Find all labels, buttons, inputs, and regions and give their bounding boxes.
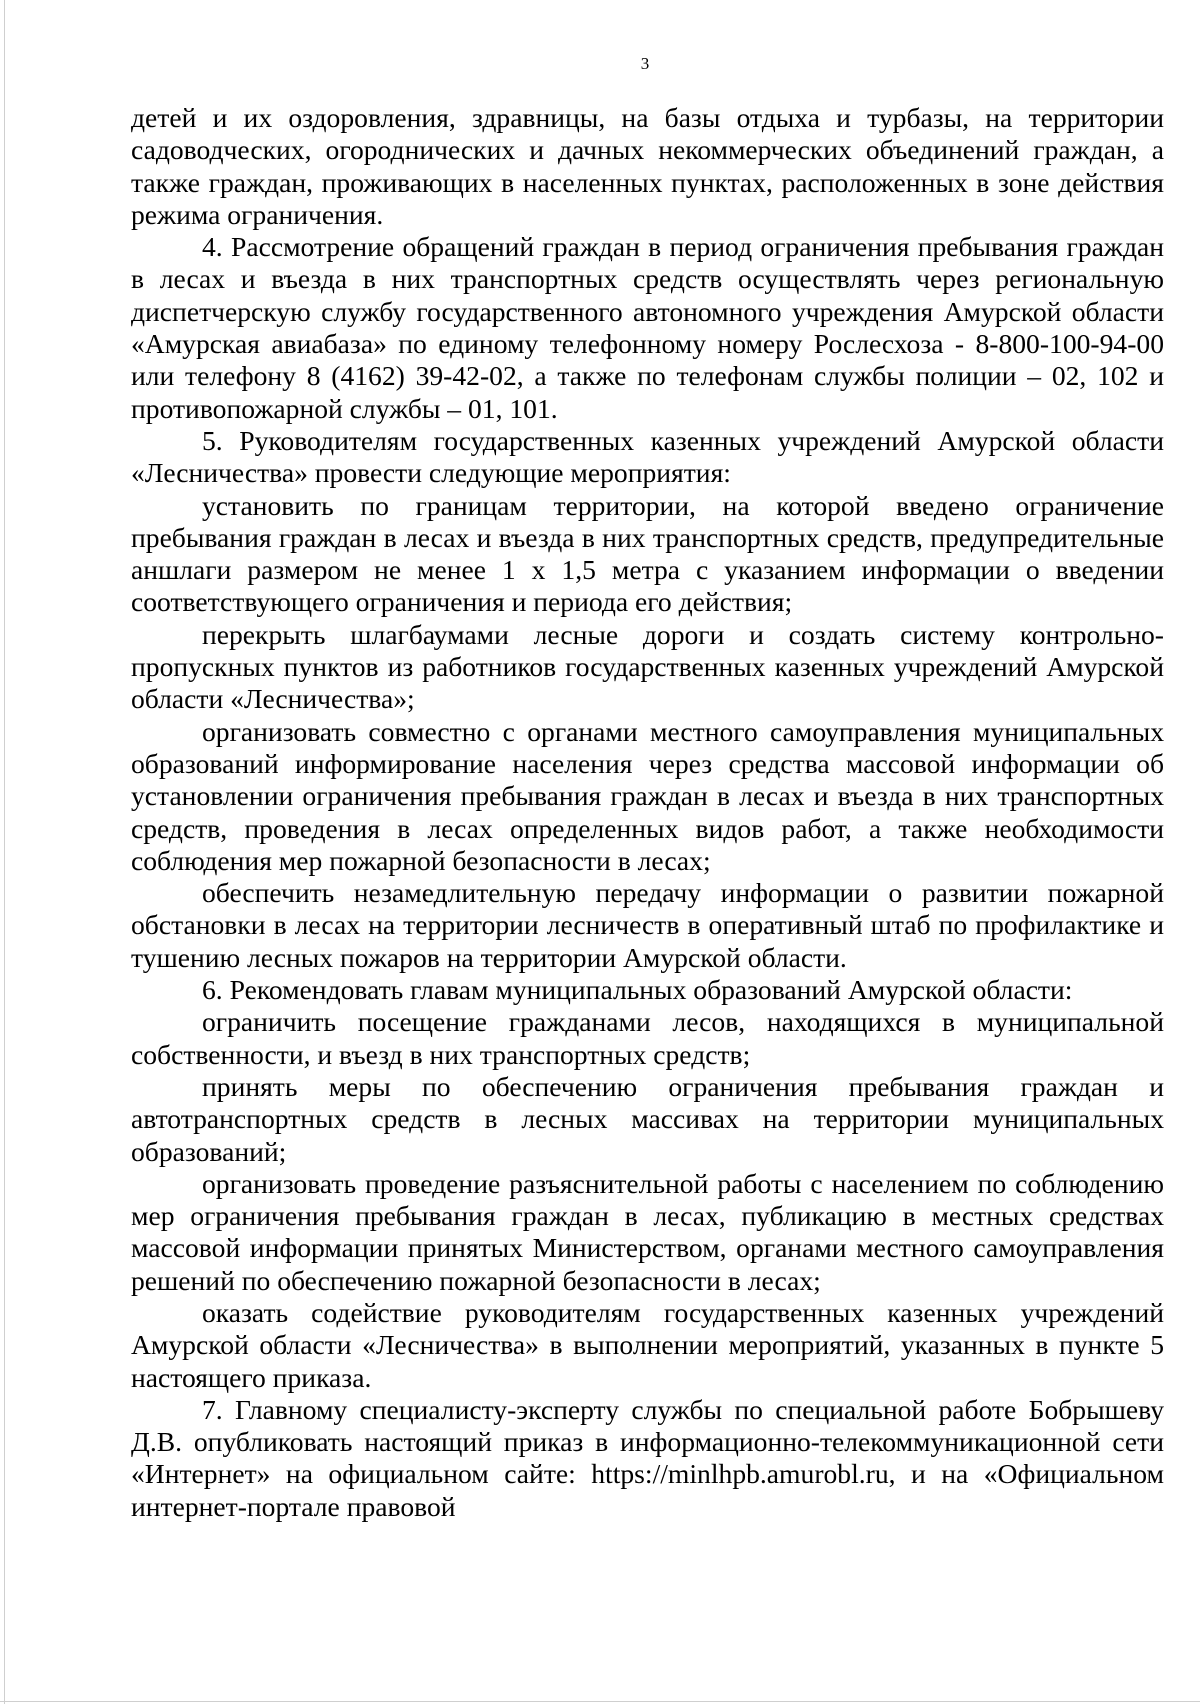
document-body — [131, 102, 1164, 1523]
paragraph-item-5: 5. Руководителям государственных казенных учреждений Амурской области «Лесничества» провести следующие мероприятия: — [131, 424, 1164, 489]
paragraph-item-6-assist: оказать содействие руководителям государственных казенных учреждений Амурской области «Лесничества» в выполнении мероприятий, указанных в пункте 5 настоящего приказа. — [131, 1296, 1164, 1393]
paragraph-item-5-signs: установить по границам территории, на которой введено ограничение пребывания граждан в лесах и въезда в них транспортных средств, предупредительные аншлаги размером не менее 1 х 1,5 метра с указанием информации о введении соответствующего ограничения и периода его действия; — [131, 489, 1164, 618]
paragraph-item-6-outreach: организовать проведение разъяснительной работы с населением по соблюдению мер ограничения пребывания граждан в лесах, публикацию в местных средствах массовой информации принятых Министерством, органами местного самоуправления решений по обеспечению пожарной безопасности в лесах; — [131, 1167, 1164, 1296]
paragraph-item-7: 7. Главному специалисту-эксперту службы по специальной работе Бобрышеву Д.В. опубликовать настоящий приказ в информационно-телекоммуникационной сети «Интернет» на официальном сайте: https://minlhpb.amurobl.ru, и на «Официальном интернет-портале правовой — [131, 1393, 1164, 1522]
paragraph-item-5-fire-info: обеспечить незамедлительную передачу информации о развитии пожарной обстановки в лесах на территории лесничеств в оперативный штаб по профилактике и тушению лесных пожаров на территории Амурской области. — [131, 877, 1164, 973]
paragraph-item-6-restrict: ограничить посещение гражданами лесов, находящихся в муниципальной собственности, и въезд в них транспортных средств; — [131, 1006, 1164, 1070]
paragraph-continuation: детей и их оздоровления, здравницы, на базы отдыха и турбазы, на территории садоводческих, огороднических и дачных некоммерческих объединений граждан, а также граждан, проживающих в населенных пунктах, расположенных в зоне действия режима ограничения. — [131, 102, 1164, 230]
paragraph-item-4: 4. Рассмотрение обращений граждан в период ограничения пребывания граждан в лесах и въезда в них транспортных средств осуществлять через региональную диспетчерскую службу государственного автономного учреждения Амурской области «Амурская авиабаза» по единому телефонному номеру Рослесхоза - 8-800-100-94-00 или телефону 8 (4162) 39-42-02, а также по телефонам службы полиции – 02, 102 и противопожарной службы – 01, 101. — [131, 231, 1164, 424]
page-number: 3 — [640, 54, 650, 73]
paragraph-item-5-barriers: перекрыть шлагбаумами лесные дороги и создать систему контрольно-пропускных пунктов из работников государственных казенных учреждений Амурской области «Лесничества»; — [131, 618, 1164, 715]
page-edge-bottom — [0, 1701, 1200, 1702]
page-edge-left — [4, 0, 5, 1704]
paragraph-item-5-informing: организовать совместно с органами местного самоуправления муниципальных образований информирование населения через средства массовой информации об установлении ограничения пребывания граждан в лесах и въезда в них транспортных средств, проведения в лесах определенных видов работ, а также необходимости соблюдения мер пожарной безопасности в лесах; — [131, 715, 1164, 876]
paragraph-item-6-measures: принять меры по обеспечению ограничения пребывания граждан и автотранспортных средств в лесных массивах на территории муниципальных образований; — [131, 1070, 1164, 1167]
paragraph-item-6: 6. Рекомендовать главам муниципальных образований Амурской области: — [202, 974, 1073, 1006]
